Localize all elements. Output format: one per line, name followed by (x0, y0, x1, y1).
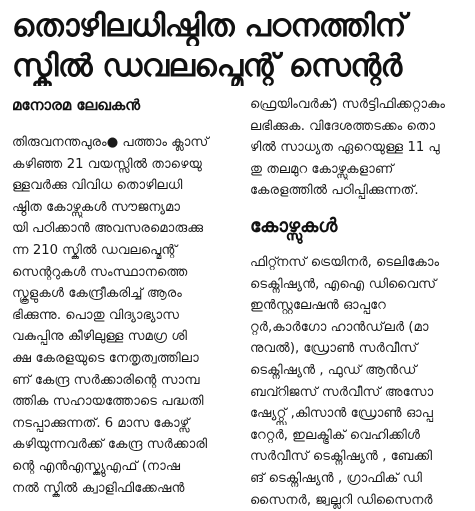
course-list-line: ഇൻസ്റ്റലേഷൻ ഓപ്പറേ (250, 298, 386, 314)
body-text-line: ഫ്രെയിംവർക്) സർട്ടിഫിക്കറ്റാകും (250, 97, 446, 112)
body-text-line: ന്റെ എൻഎസ്ക്യുഎഫ് (നാഷ (12, 458, 181, 474)
course-list-line: സൈനർ, ജ്വല്ലറി ഡിസൈനർ (250, 492, 433, 508)
body-text-line: കേരളത്തിൽ പഠിപ്പിക്കുന്നത്. (250, 183, 419, 199)
course-list-line: ഫിറ്റ്നസ് ട്രെയിനർ, ടെലികോം (250, 255, 440, 270)
headline-line-2: സ്കിൽ ഡവലപ്മെന്റ് സെന്റർ (12, 48, 402, 84)
body-text-line: യി പഠിക്കാൻ അവസരമൊരുക്കു (12, 221, 204, 237)
body-text-line: സ്കൂളുകൾ കേന്ദ്രീകരിച്ച് ആരം (12, 286, 182, 302)
headline (12, 6, 468, 86)
course-list-line: ബവ്റിജസ് സർവീസ് അസോ (250, 384, 434, 400)
body-text-line: ത്തിക സഹായത്തോടെ പദ്ധതി (12, 394, 204, 410)
body-text-line: വകുപ്പിനു കീഴിലുള്ള സമഗ്ര ശി (12, 329, 188, 345)
body-text-line: ഭിക്കുന്നു. പൊതു വിദ്യാഭ്യാസ (12, 307, 180, 323)
body-text-line: ഷ്ഠിത കോഴ്സുകൾ സൗജന്യമാ (12, 199, 181, 215)
right-column-courses (250, 252, 470, 511)
course-list-line: ടെക്നിഷ്യൻ , ഫുഡ് ആൻഡ് (250, 362, 417, 378)
body-text-line: ലഭിക്കുക. വിദേശത്തടക്കം തൊ (250, 118, 436, 134)
body-text-line: ണ് കേന്ദ്ര സർക്കാരിന്റെ സാമ്പ (12, 372, 200, 388)
body-text-line: സെന്ററുകൾ സംസ്ഥാനത്തെ (12, 264, 188, 280)
body-text-line: ക്ഷ കേരളയുടെ നേതൃത്വത്തിലാ (12, 350, 199, 366)
course-list-line: റേറ്റർ, ഇലക്ട്രിക് വെഹിക്കിൾ (250, 427, 421, 443)
course-list-line: ഷ്യേറ്റ്സ് ,കിസാൻ ഡ്രോൺ ഓപ്പ (250, 406, 434, 422)
course-list-line: നുവൽ), ഡ്രോൺ സർവീസ് (250, 341, 418, 357)
left-column (12, 132, 238, 499)
body-text-line: ന്ന 210 സ്കിൽ ഡവലപ്മെന്റ് (12, 242, 177, 258)
body-text-line: തു തലമുറ കോഴ്സുകളാണ് (250, 161, 394, 177)
body-text-line: തിരുവനന്തപുരം● പത്താം ക്ലാസ് (12, 135, 209, 150)
section-subhead: കോഴ്സുകൾ (250, 215, 338, 237)
body-text-line: കഴിയുന്നവർക്ക് കേന്ദ്ര സർക്കാരി (12, 437, 208, 453)
byline: മനോരമ ലേഖകൻ (12, 96, 141, 114)
body-text-line: ള്ളവർക്കു വിവിധ തൊഴിലധി (12, 178, 183, 194)
right-column-intro (250, 94, 470, 202)
course-list-line: സർവീസ് ടെക്നിഷ്യൻ , ബേക്കി (250, 449, 433, 465)
body-text-line: നടപ്പാക്കുന്നത്. 6 മാസ കോഴ്സ് (12, 415, 190, 431)
body-text-line: കഴിഞ്ഞ 21 വയസ്സിൽ താഴെയു (12, 156, 203, 172)
course-list-line: ടെക്നിഷ്യൻ, എഐ ഡിവൈസ് (250, 276, 437, 292)
body-text-line: നൽ സ്കിൽ ക്വാളിഫിക്കേഷൻ (12, 480, 185, 496)
course-list-line: റ്റർ,കാർഗോ ഹാൻഡ്‌ലർ (മാ (250, 319, 429, 335)
course-list-line: ങ് ടെക്നിഷ്യൻ , ഗ്രാഫിക് ഡി (250, 470, 423, 486)
body-text-line: ഴിൽ സാധ്യത ഏറെയുള്ള 11 പു (250, 140, 440, 156)
headline-line-1: തൊഴിലധിഷ്ഠിത പഠനത്തിന് (12, 8, 406, 44)
